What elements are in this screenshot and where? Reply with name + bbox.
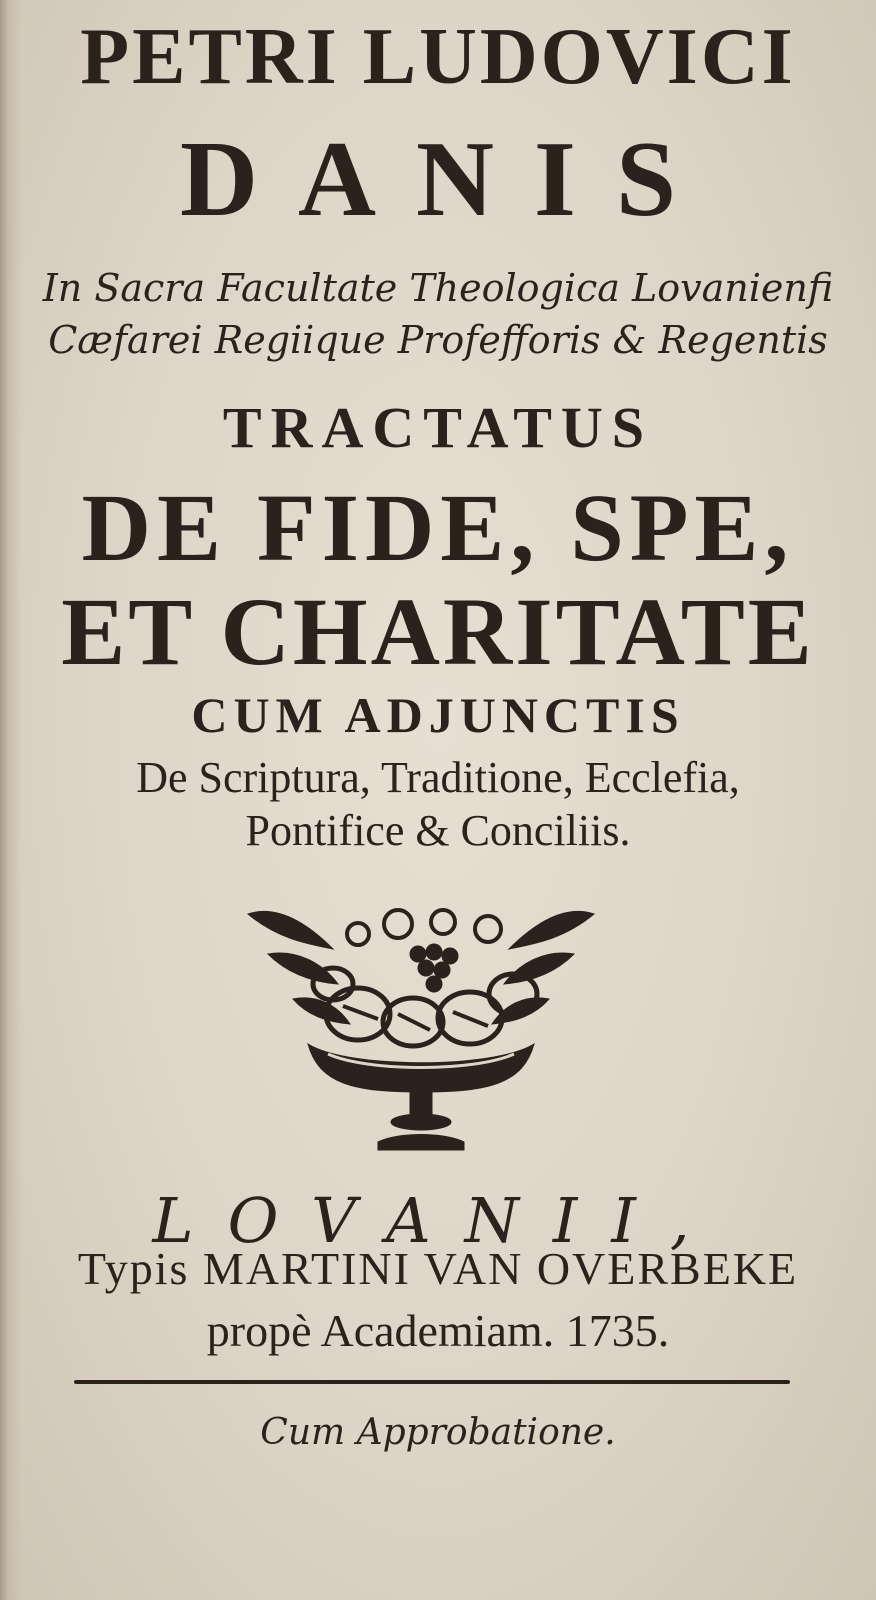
subjects-line-2: Pontifice & Conciliis. (245, 806, 631, 855)
printer-line: Typis MARTINI VAN OVERBEKE (77, 1243, 799, 1294)
faculty-line-1: In Sacra Facultate Theologica Lovanienfi (42, 266, 834, 310)
horizontal-rule (74, 1380, 790, 1384)
approbation-line: Cum Approbatione. (260, 1412, 616, 1453)
place-of-publication: LOVANII, (152, 1184, 724, 1257)
cum-adjunctis-line: CUM ADJUNCTIS (191, 687, 685, 743)
subjects-line-1: De Scriptura, Traditione, Ecclefia, (136, 753, 740, 802)
tractatus-heading: TRACTATUS (222, 395, 654, 460)
main-title-line-2: ET CHARITATE (61, 578, 815, 685)
author-name-line-2: DANIS (179, 120, 717, 239)
fruit-bowl-woodcut-icon (238, 894, 604, 1156)
main-title-line-1: DE FIDE, SPE, (81, 474, 795, 581)
faculty-line-2: Cæfarei Regiique Profefforis & Regentis (48, 318, 828, 362)
author-name-line-1: PETRI LUDOVICI (80, 13, 796, 101)
location-year-line: propè Academiam. 1735. (206, 1305, 670, 1356)
